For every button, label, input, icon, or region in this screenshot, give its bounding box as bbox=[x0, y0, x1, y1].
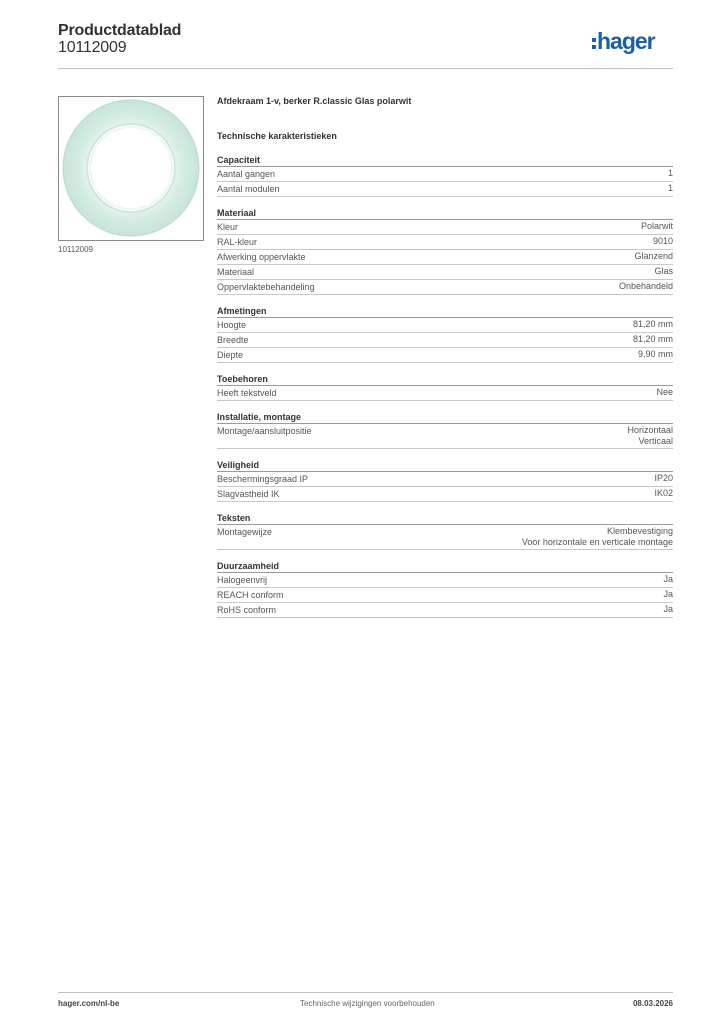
spec-value-line: Ja bbox=[663, 604, 673, 614]
spec-label: Aantal gangen bbox=[217, 169, 276, 179]
spec-label: Aantal modulen bbox=[217, 184, 280, 194]
spec-value bbox=[663, 589, 673, 601]
spec-section bbox=[217, 207, 673, 295]
section-title: Materiaal bbox=[217, 207, 673, 220]
spec-label: Beschermingsgraad IP bbox=[217, 474, 309, 484]
footer-disclaimer: Technische wijzigingen voorbehouden bbox=[300, 999, 435, 1008]
spec-section bbox=[217, 512, 673, 550]
spec-value-line: Ja bbox=[663, 589, 673, 599]
spec-value-line: Ja bbox=[663, 574, 673, 584]
spec-value bbox=[663, 574, 673, 586]
spec-label: Diepte bbox=[217, 350, 244, 360]
section-title: Capaciteit bbox=[217, 154, 673, 167]
spec-section bbox=[217, 411, 673, 449]
spec-value bbox=[654, 473, 673, 485]
spec-value bbox=[668, 183, 673, 195]
spec-label: Montagewijze bbox=[217, 527, 273, 537]
spec-label: Montage/aansluitpositie bbox=[217, 426, 312, 436]
footer-date: 08.03.2026 bbox=[632, 999, 673, 1008]
spec-value bbox=[619, 281, 673, 293]
spec-value-line: 1 bbox=[667, 168, 673, 178]
spec-value bbox=[633, 319, 673, 331]
spec-value-line: Voor horizontale en verticale montage bbox=[521, 537, 673, 547]
product-number: 10112009 bbox=[58, 39, 127, 56]
spec-sections bbox=[217, 154, 673, 618]
spec-value-line: 81,20 mm bbox=[632, 334, 673, 344]
spec-value-line: IK02 bbox=[654, 488, 673, 498]
spec-value-line: 9,90 mm bbox=[637, 349, 673, 359]
section-title: Afmetingen bbox=[217, 305, 673, 318]
spec-row bbox=[217, 472, 673, 487]
spec-value-line: 1 bbox=[667, 183, 673, 193]
spec-value-line: Glas bbox=[654, 266, 673, 276]
section-heading: Technische karakteristieken bbox=[217, 131, 337, 141]
spec-row bbox=[217, 167, 673, 182]
spec-row bbox=[217, 333, 673, 348]
section-title: Teksten bbox=[217, 512, 673, 525]
spec-row bbox=[217, 386, 673, 401]
spec-row bbox=[217, 424, 673, 449]
spec-value bbox=[522, 526, 673, 548]
spec-label: Slagvastheid IK bbox=[217, 489, 280, 499]
spec-value bbox=[627, 425, 673, 447]
spec-value bbox=[654, 266, 673, 278]
spec-value bbox=[633, 334, 673, 346]
spec-value bbox=[638, 349, 673, 361]
spec-value bbox=[653, 236, 673, 248]
spec-label: RoHS conform bbox=[217, 605, 277, 615]
spec-section bbox=[217, 560, 673, 618]
spec-section bbox=[217, 305, 673, 363]
spec-row bbox=[217, 525, 673, 550]
spec-label: Halogeenvrij bbox=[217, 575, 268, 585]
spec-row bbox=[217, 182, 673, 197]
spec-value-line: Polarwit bbox=[640, 221, 673, 231]
product-image bbox=[58, 96, 204, 241]
spec-row bbox=[217, 348, 673, 363]
spec-section bbox=[217, 373, 673, 401]
spec-row bbox=[217, 588, 673, 603]
spec-label: Materiaal bbox=[217, 267, 255, 277]
spec-value-line: 9010 bbox=[652, 236, 673, 246]
spec-value-line: IP20 bbox=[654, 473, 673, 483]
page-title: Productdatablad bbox=[58, 22, 182, 39]
spec-row bbox=[217, 265, 673, 280]
spec-value-line: Glanzend bbox=[634, 251, 673, 261]
spec-label: Kleur bbox=[217, 222, 239, 232]
spec-value bbox=[663, 604, 673, 616]
hager-logo bbox=[592, 27, 674, 57]
spec-value-line: Onbehandeld bbox=[618, 281, 673, 291]
spec-value bbox=[654, 488, 673, 500]
spec-value bbox=[634, 251, 673, 263]
spec-label: RAL-kleur bbox=[217, 237, 258, 247]
spec-label: Oppervlaktebehandeling bbox=[217, 282, 315, 292]
spec-value bbox=[641, 221, 673, 233]
logo-text: hager bbox=[597, 28, 655, 54]
spec-value bbox=[668, 168, 673, 180]
spec-content bbox=[217, 95, 673, 618]
spec-label: Afwerking oppervlakte bbox=[217, 252, 306, 262]
footer-divider bbox=[58, 992, 673, 993]
spec-label: Heeft tekstveld bbox=[217, 388, 277, 398]
image-caption: 10112009 bbox=[58, 245, 93, 254]
spec-section bbox=[217, 459, 673, 502]
spec-value-line: Horizontaal bbox=[627, 425, 673, 435]
spec-value-line: 81,20 mm bbox=[632, 319, 673, 329]
spec-value-line: Nee bbox=[656, 387, 673, 397]
spec-label: Hoogte bbox=[217, 320, 247, 330]
spec-value-line: Klembevestiging bbox=[606, 526, 673, 536]
footer-website[interactable]: hager.com/nl-be bbox=[58, 999, 120, 1008]
section-title: Veiligheid bbox=[217, 459, 673, 472]
spec-label: Breedte bbox=[217, 335, 249, 345]
spec-row bbox=[217, 603, 673, 618]
spec-label: REACH conform bbox=[217, 590, 284, 600]
section-title: Installatie, montage bbox=[217, 411, 673, 424]
section-title: Duurzaamheid bbox=[217, 560, 673, 573]
spec-row bbox=[217, 250, 673, 265]
product-title: Afdekraam 1-v, berker R.classic Glas polarwit bbox=[217, 96, 412, 106]
spec-row bbox=[217, 220, 673, 235]
header-divider bbox=[58, 68, 673, 69]
spec-section bbox=[217, 154, 673, 197]
spec-row bbox=[217, 487, 673, 502]
spec-row bbox=[217, 280, 673, 295]
spec-row bbox=[217, 573, 673, 588]
spec-row bbox=[217, 235, 673, 250]
spec-row bbox=[217, 318, 673, 333]
section-title: Toebehoren bbox=[217, 373, 673, 386]
spec-value-line: Verticaal bbox=[638, 436, 673, 446]
spec-value bbox=[656, 387, 673, 399]
